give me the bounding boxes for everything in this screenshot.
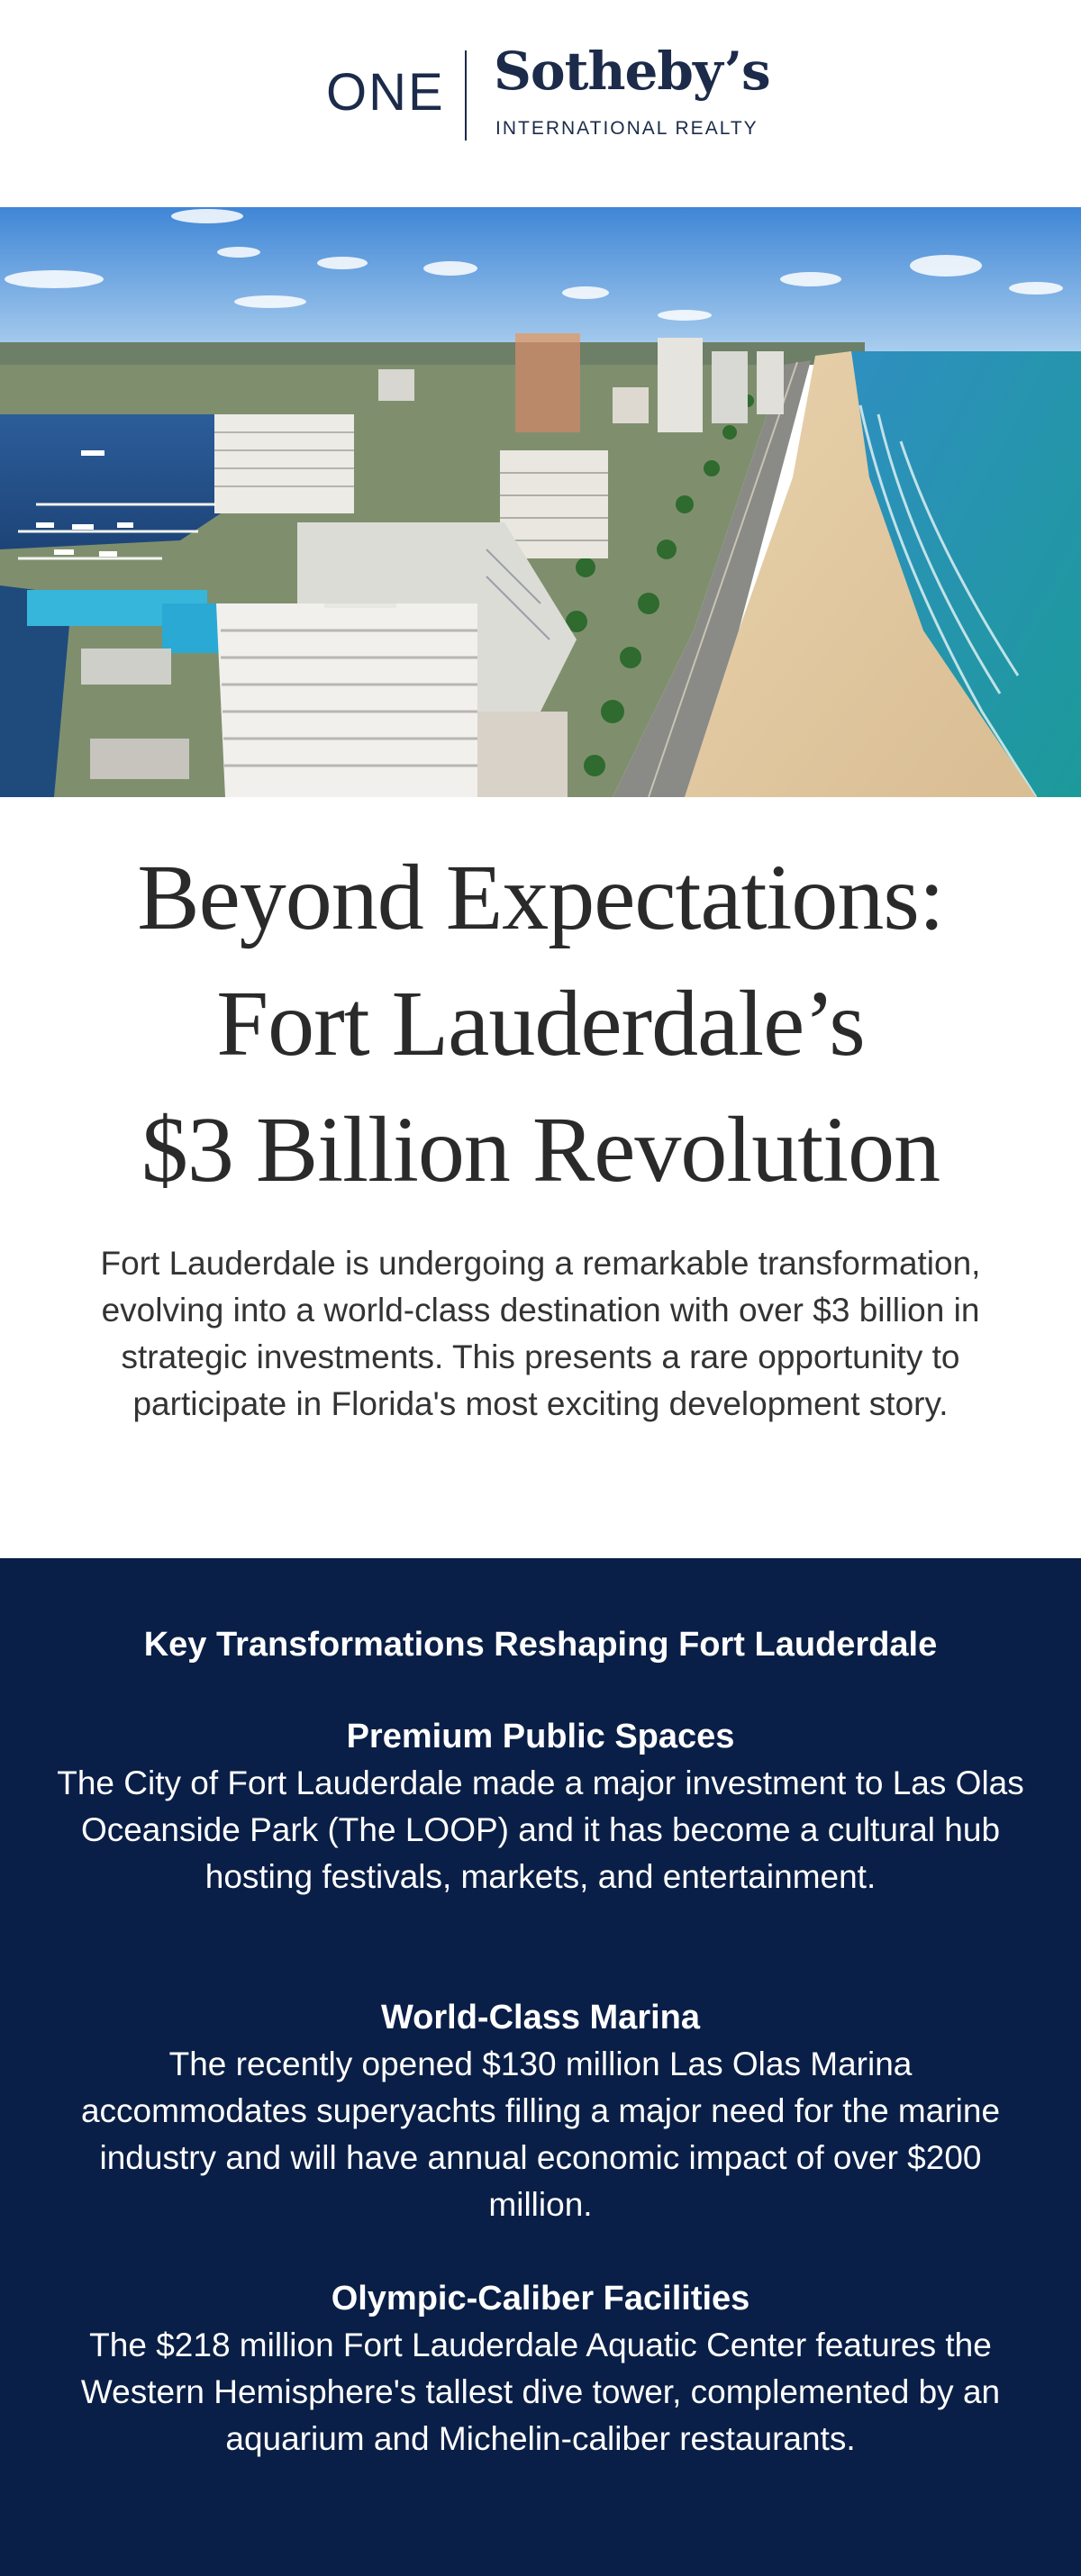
hero-image xyxy=(0,207,1081,797)
headline-line-3: $3 Billion Revolution xyxy=(141,1098,940,1202)
intro-paragraph: Fort Lauderdale is undergoing a remarkable transformation, evolving into a world-class destination with over $3 billion in strategic investments. This presents a rare opportunity to participate in Florida's most exciting development story. xyxy=(100,1245,981,1422)
feature-premium-public-spaces xyxy=(54,1713,1027,1900)
intro-section xyxy=(0,797,1081,1558)
section-title: Key Transformations Reshaping Fort Lauderdale xyxy=(143,1626,938,1664)
feature-world-class-marina xyxy=(54,1994,1027,2228)
logo-brand-text: Sotheby’s xyxy=(494,41,770,102)
transformations-section xyxy=(0,1558,1081,2576)
feature-body: The $218 million Fort Lauderdale Aquatic Center features the Western Hemisphere's tallest dive tower, complemented by an aquarium and Michelin-caliber restaurants. xyxy=(80,2327,1001,2457)
feature-olympic-caliber-facilities xyxy=(54,2275,1027,2463)
logo-subtitle: INTERNATIONAL REALTY xyxy=(495,118,759,139)
feature-body: The City of Fort Lauderdale made a major investment to Las Olas Oceanside Park (The LOOP) and it has become a cultural hub hosting festivals, markets, and entertainment. xyxy=(57,1764,1024,1895)
feature-body: The recently opened $130 million Las Olas Marina accommodates superyachts filling a major need for the marine industry and will have annual economic impact of over $200 million. xyxy=(80,2045,1001,2223)
logo-divider xyxy=(465,50,467,141)
headline-line-1: Beyond Expectations: xyxy=(137,846,944,949)
logo-one-text: ONE xyxy=(326,63,445,122)
feature-title: Olympic-Caliber Facilities xyxy=(331,2280,750,2317)
headline xyxy=(54,835,1027,1213)
brand-logo[interactable] xyxy=(326,41,770,144)
feature-title: Premium Public Spaces xyxy=(346,1718,735,1755)
headline-line-2: Fort Lauderdale’s xyxy=(216,972,865,1075)
feature-title: World-Class Marina xyxy=(380,1999,701,2036)
aerial-beach-photo-icon xyxy=(0,207,1081,797)
header xyxy=(0,0,1081,207)
